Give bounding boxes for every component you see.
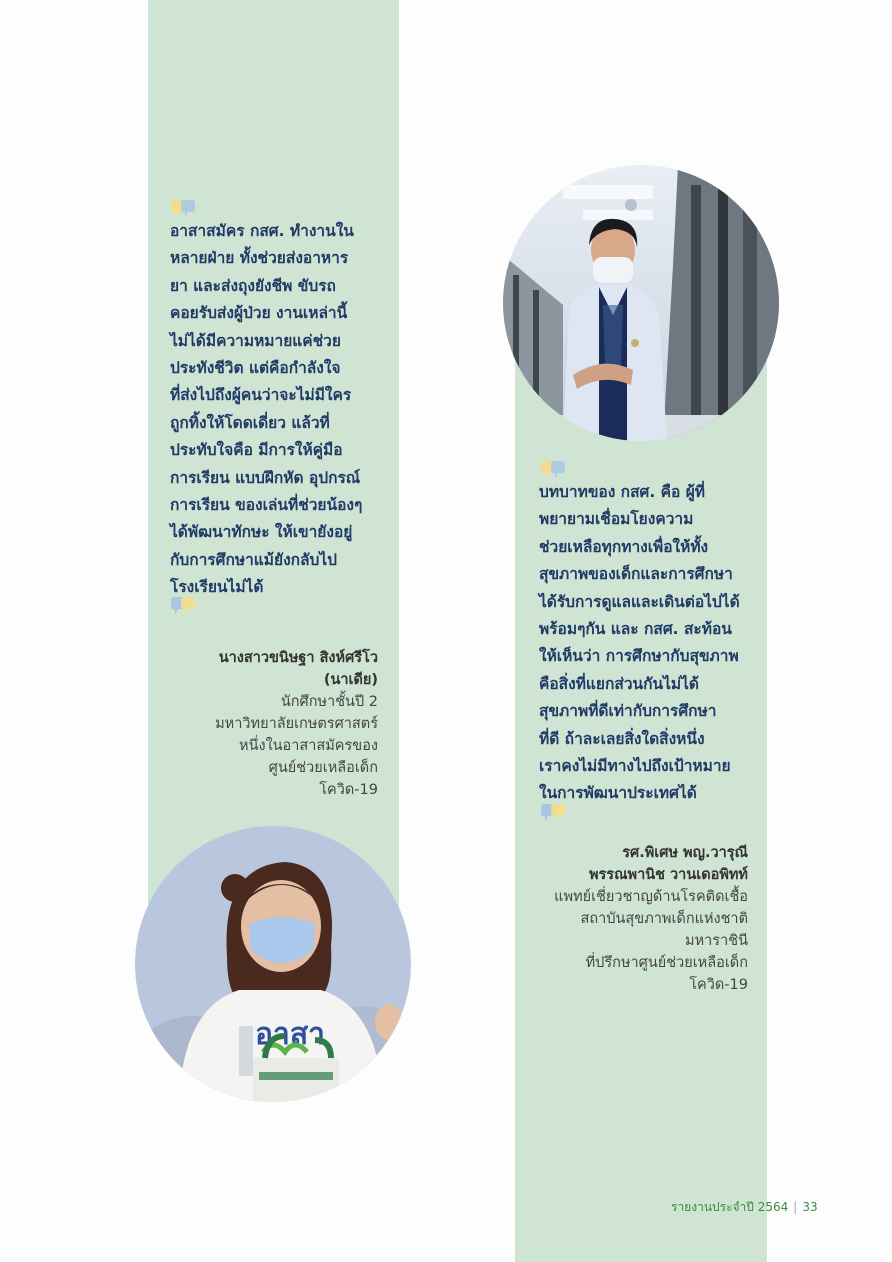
quote-line: อาสาสมัคร กสศ. ทำงานใน xyxy=(170,222,354,240)
person-role: โควิด-19 xyxy=(689,977,748,993)
quote-line: ช่วยเหลือทุกทางเพื่อให้ทั้ง xyxy=(539,537,709,556)
quote-line: ได้รับการดูแลและเดินต่อไปได้ xyxy=(539,592,740,611)
quote-line: ให้เห็นว่า การศึกษากับสุขภาพ xyxy=(539,647,739,666)
quote-line: หลายฝ่าย ทั้งช่วยส่งอาหาร xyxy=(170,249,349,268)
quote-right-text xyxy=(539,479,753,808)
quote-line: สุขภาพของเด็กและการศึกษา xyxy=(539,565,733,584)
person-name: รศ.พิเศษ พญ.วารุณี xyxy=(622,845,748,861)
quote-line: ที่ดี ถ้าละเลยสิ่งใดสิ่งหนึ่ง xyxy=(539,729,705,748)
page-footer xyxy=(671,1198,818,1217)
quote-line: ได้พัฒนาทักษะ ให้เขายังอยู่ xyxy=(170,523,353,542)
student-photo xyxy=(135,826,411,1102)
quote-line: บทบาทของ กสศ. คือ ผู้ที่ xyxy=(539,483,706,501)
person-name: พรรณพานิช วานเดอพิทท์ xyxy=(588,867,748,883)
quote-line: ยา และส่งถุงยังชีพ ขับรถ xyxy=(170,276,336,295)
person-name: นางสาวขนิษฐา สิงห์ศรีโว xyxy=(218,650,378,666)
person-role: แพทย์เชี่ยวชาญด้านโรคติดเชื้อ xyxy=(554,889,748,905)
attribution-left xyxy=(215,647,378,801)
quote-line: โรงเรียนไม่ได้ xyxy=(170,578,264,597)
attribution-right xyxy=(554,842,748,996)
open-quote-icon xyxy=(170,200,196,218)
quote-line: ประทังชีวิต แต่คือกำลังใจ xyxy=(170,359,341,378)
quote-line: พร้อมๆกัน และ กสศ. สะท้อน xyxy=(539,620,732,639)
quote-line: ไม่ได้มีความหมายแค่ช่วย xyxy=(170,331,341,350)
quote-line: การเรียน ของเล่นที่ช่วยน้องๆ xyxy=(170,496,363,515)
quote-line: ที่ส่งไปถึงผู้คนว่าจะไม่มีใคร xyxy=(170,386,352,405)
person-role: ศูนย์ช่วยเหลือเด็ก xyxy=(268,760,378,776)
quote-line: สุขภาพที่ดีเท่ากับการศึกษา xyxy=(539,702,717,721)
person-role: มหาราชินี xyxy=(685,933,748,949)
person-nickname: (นาเดีย) xyxy=(323,672,378,688)
person-role: มหาวิทยาลัยเกษตรศาสตร์ xyxy=(215,716,378,732)
quote-left-text xyxy=(170,218,384,602)
close-quote-icon xyxy=(540,804,566,822)
quote-line: เราคงไม่มีทางไปถึงเป้าหมาย xyxy=(539,757,731,776)
person-role: สถาบันสุขภาพเด็กแห่งชาติ xyxy=(580,911,748,927)
report-label: รายงานประจำปี 2564 xyxy=(671,1200,789,1214)
quote-line: คอยรับส่งผู้ป่วย งานเหล่านี้ xyxy=(170,304,348,323)
close-quote-icon xyxy=(170,597,196,615)
person-role: นักศึกษาชั้นปี 2 xyxy=(280,694,378,710)
quote-line: พยายามเชื่อมโยงความ xyxy=(539,510,694,529)
footer-divider: | xyxy=(793,1200,798,1214)
quote-line: ประทับใจคือ มีการให้คู่มือ xyxy=(170,441,343,460)
quote-line: การเรียน แบบฝึกหัด อุปกรณ์ xyxy=(170,468,361,487)
person-role: หนึ่งในอาสาสมัครของ xyxy=(239,738,378,754)
shirt-text: อาสา xyxy=(254,1017,326,1052)
open-quote-icon xyxy=(540,461,566,479)
quote-line: กับการศึกษาแม้ยังกลับไป xyxy=(170,550,337,569)
doctor-photo xyxy=(503,165,779,441)
quote-line: ในการพัฒนาประเทศได้ xyxy=(539,784,697,803)
person-role: โควิด-19 xyxy=(319,782,378,798)
person-role: ที่ปรึกษาศูนย์ช่วยเหลือเด็ก xyxy=(585,955,748,971)
quote-line: คือสิ่งที่แยกส่วนกันไม่ได้ xyxy=(539,674,699,693)
page-number: 33 xyxy=(802,1200,818,1214)
quote-line: ถูกทิ้งให้โดดเดี่ยว แล้วที่ xyxy=(170,413,330,432)
